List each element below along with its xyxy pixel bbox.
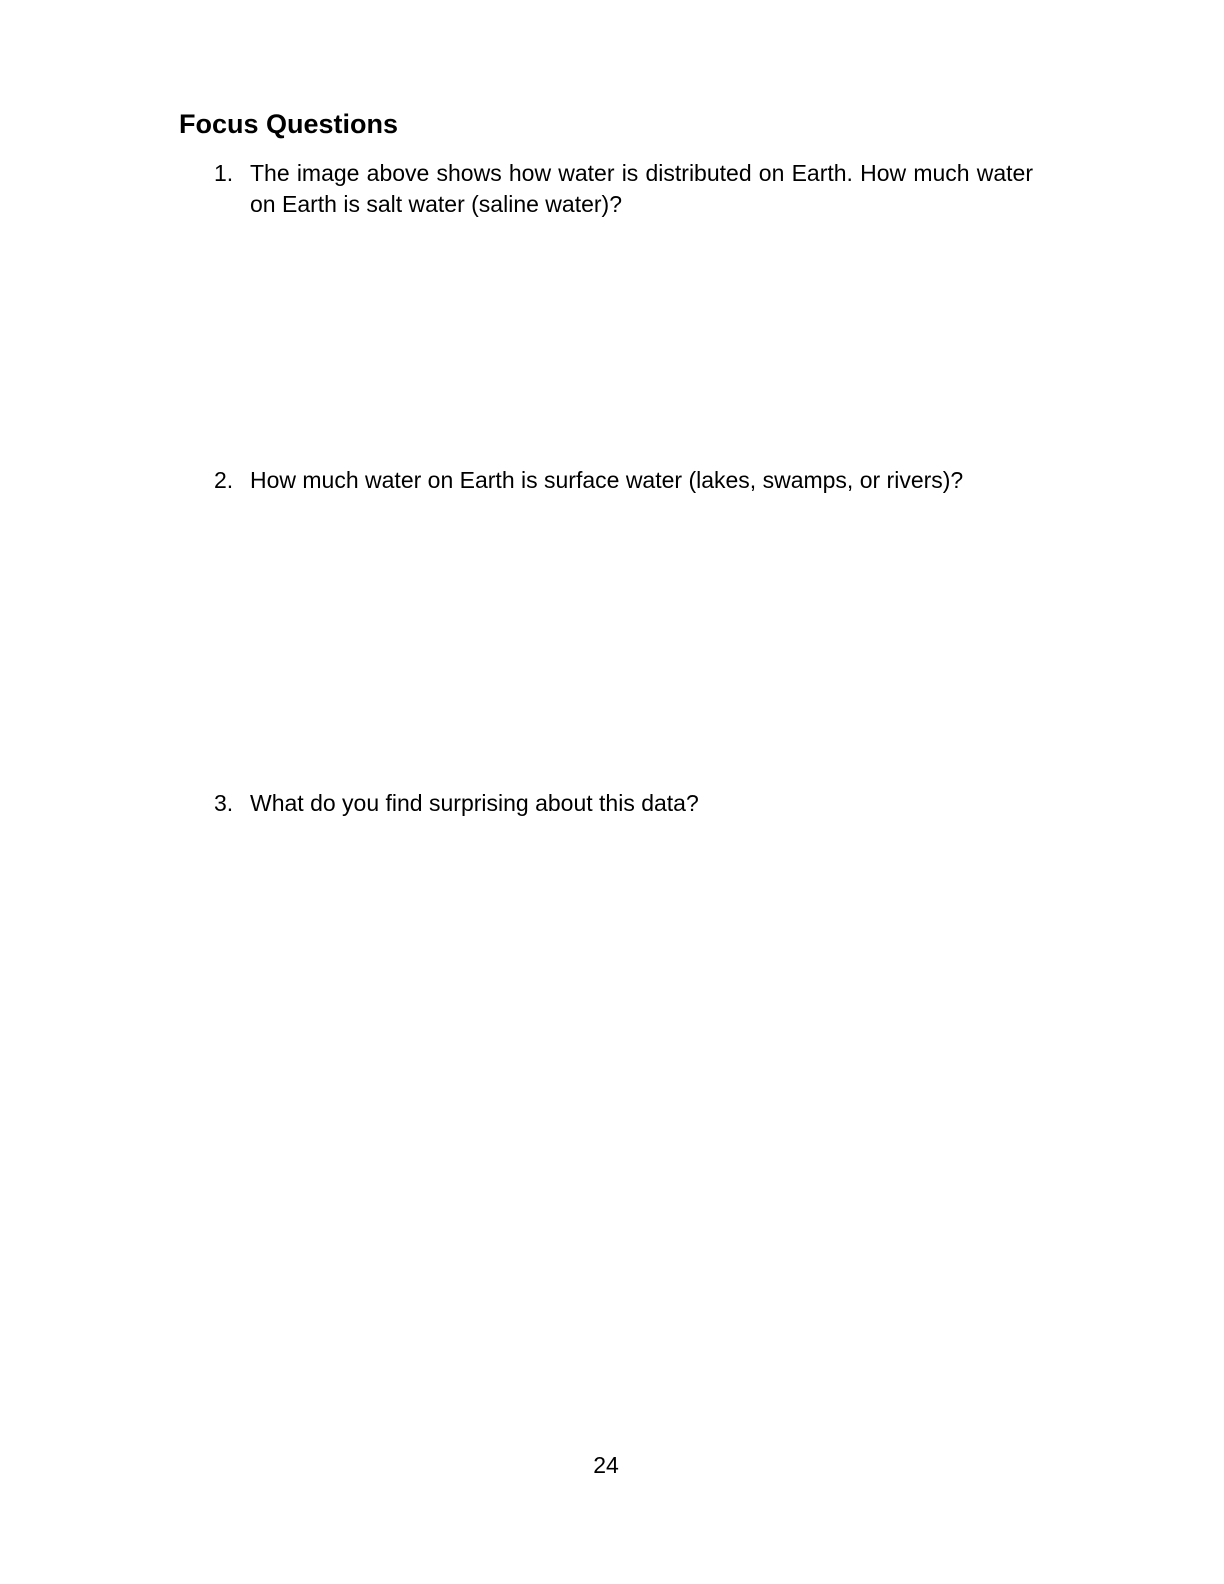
question-text: The image above shows how water is distributed on Earth. How much water on Earth is salt water (saline water)?	[250, 160, 1033, 217]
question-number: 2.	[214, 467, 234, 493]
question-number: 1.	[214, 160, 234, 186]
question-text: What do you find surprising about this data?	[250, 790, 699, 816]
question-1	[214, 158, 1033, 220]
question-text: How much water on Earth is surface water (lakes, swamps, or rivers)?	[250, 467, 964, 493]
section-heading: Focus Questions	[179, 109, 399, 139]
page-number: 24	[593, 1452, 619, 1478]
question-2	[214, 465, 1033, 496]
question-3	[214, 788, 1033, 819]
question-number: 3.	[214, 790, 234, 816]
